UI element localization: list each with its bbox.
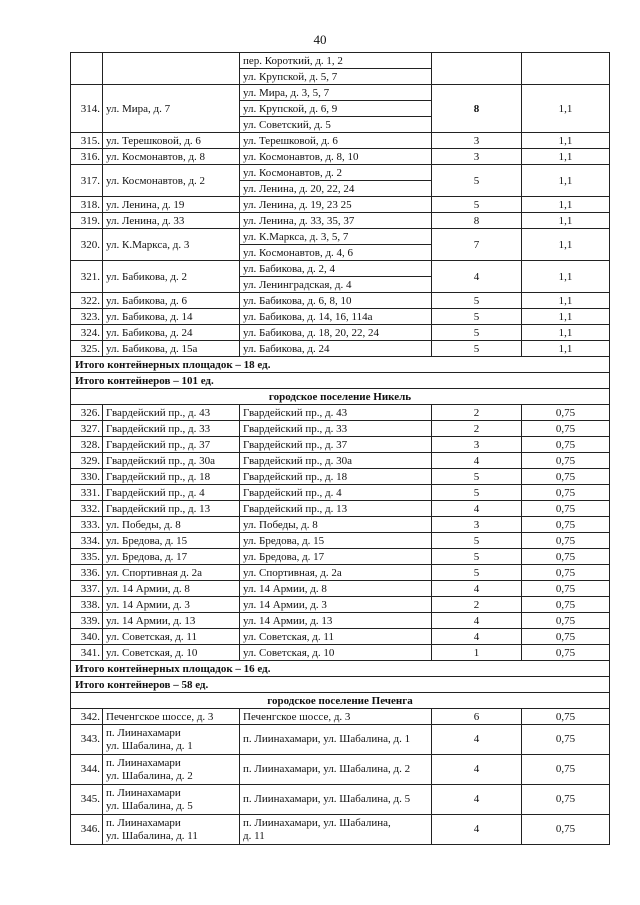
container-count: 5: [432, 565, 522, 581]
container-count: 5: [432, 485, 522, 501]
served-address: ул. Бабикова, д. 18, 20, 22, 24: [240, 325, 432, 341]
table-row: [71, 405, 610, 421]
row-number: 326.: [71, 405, 103, 421]
container-count: 3: [432, 133, 522, 149]
row-number: 340.: [71, 629, 103, 645]
container-count: 6: [432, 709, 522, 725]
container-count: 4: [432, 755, 522, 785]
site-address: [103, 53, 240, 85]
site-address: ул. Бабикова, д. 15а: [103, 341, 240, 357]
container-count: 4: [432, 613, 522, 629]
row-number: 325.: [71, 341, 103, 357]
site-address: ул. 14 Армии, д. 13: [103, 613, 240, 629]
container-count: 5: [432, 533, 522, 549]
served-address: Гвардейский пр., д. 33: [240, 421, 432, 437]
row-number: 334.: [71, 533, 103, 549]
container-volume: 1,1: [522, 197, 610, 213]
section-title: городское поселение Никель: [71, 389, 610, 405]
served-address-line: п. Лиинахамари, ул. Шабалина, д. 2: [243, 763, 411, 775]
row-number: 322.: [71, 293, 103, 309]
site-address-line: ул. Шабалина, д. 1: [106, 739, 193, 752]
site-address: ул. Бабикова, д. 6: [103, 293, 240, 309]
site-address: ул. 14 Армии, д. 8: [103, 581, 240, 597]
table-row: [71, 453, 610, 469]
summary-row: [71, 677, 610, 693]
site-address: ул. Ленина, д. 19: [103, 197, 240, 213]
table-row: [71, 325, 610, 341]
site-address: Гвардейский пр., д. 33: [103, 421, 240, 437]
container-count: 2: [432, 597, 522, 613]
row-number: 330.: [71, 469, 103, 485]
table-row: [71, 53, 610, 69]
served-address: ул. Космонавтов, д. 4, 6: [240, 245, 432, 261]
row-number: 314.: [71, 85, 103, 133]
section-title: городское поселение Печенга: [71, 693, 610, 709]
served-address: Гвардейский пр., д. 43: [240, 405, 432, 421]
row-number: 336.: [71, 565, 103, 581]
served-address: ул. Советская, д. 10: [240, 645, 432, 661]
table-row: [71, 709, 610, 725]
site-address: Гвардейский пр., д. 30а: [103, 453, 240, 469]
row-number: 346.: [71, 815, 103, 845]
container-count: 5: [432, 549, 522, 565]
page-number: 40: [313, 32, 327, 47]
container-count: 4: [432, 453, 522, 469]
served-address: ул. Мира, д. 3, 5, 7: [240, 85, 432, 101]
site-address: Гвардейский пр., д. 4: [103, 485, 240, 501]
container-count: 4: [432, 581, 522, 597]
site-address: Гвардейский пр., д. 37: [103, 437, 240, 453]
served-address: ул. К.Маркса, д. 3, 5, 7: [240, 229, 432, 245]
row-number: 331.: [71, 485, 103, 501]
container-count: 8: [432, 213, 522, 229]
table-row: [71, 597, 610, 613]
container-volume: 1,1: [522, 165, 610, 197]
site-address: [103, 755, 240, 785]
served-address: ул. Крупской, д. 6, 9: [240, 101, 432, 117]
container-volume: 0,75: [522, 517, 610, 533]
site-address: ул. Мира, д. 7: [103, 85, 240, 133]
container-count: 3: [432, 517, 522, 533]
served-address: ул. Крупской, д. 5, 7: [240, 69, 432, 85]
row-number: 338.: [71, 597, 103, 613]
container-volume: 0,75: [522, 581, 610, 597]
container-volume: 1,1: [522, 261, 610, 293]
container-count: 4: [432, 261, 522, 293]
container-count: 8: [432, 85, 522, 133]
served-address: ул. Бредова, д. 17: [240, 549, 432, 565]
served-address-line: п. Лиинахамари, ул. Шабалина, д. 5: [243, 793, 411, 805]
served-address: ул. 14 Армии, д. 3: [240, 597, 432, 613]
container-volume: 0,75: [522, 815, 610, 845]
served-address: ул. Советская, д. 11: [240, 629, 432, 645]
site-address: Печенгское шоссе, д. 3: [103, 709, 240, 725]
served-address-line: п. Лиинахамари, ул. Шабалина, д. 1: [243, 733, 411, 745]
site-address: [103, 725, 240, 755]
table-row: [71, 629, 610, 645]
table-row: [71, 755, 610, 785]
row-number: 343.: [71, 725, 103, 755]
container-volume: 1,1: [522, 325, 610, 341]
table-row: [71, 581, 610, 597]
site-address: ул. Бредова, д. 15: [103, 533, 240, 549]
container-volume: 1,1: [522, 85, 610, 133]
table-row: [71, 309, 610, 325]
site-address: ул. Космонавтов, д. 2: [103, 165, 240, 197]
site-address: ул. К.Маркса, д. 3: [103, 229, 240, 261]
container-volume: 0,75: [522, 405, 610, 421]
site-address: ул. Ленина, д. 33: [103, 213, 240, 229]
row-number: 341.: [71, 645, 103, 661]
row-number: 337.: [71, 581, 103, 597]
table-row: [71, 341, 610, 357]
site-address: ул. Бабикова, д. 14: [103, 309, 240, 325]
container-count: 5: [432, 165, 522, 197]
container-volume: 0,75: [522, 709, 610, 725]
served-address: ул. Бредова, д. 15: [240, 533, 432, 549]
table-row: [71, 165, 610, 181]
served-addresses: [240, 815, 432, 845]
served-address: ул. Космонавтов, д. 2: [240, 165, 432, 181]
container-count: 7: [432, 229, 522, 261]
row-number: 316.: [71, 149, 103, 165]
table-row: [71, 565, 610, 581]
table-row: [71, 213, 610, 229]
site-address: [103, 815, 240, 845]
container-count: 3: [432, 149, 522, 165]
served-address: ул. Ленина, д. 20, 22, 24: [240, 181, 432, 197]
container-count: 4: [432, 725, 522, 755]
container-count: 5: [432, 341, 522, 357]
container-count: [432, 53, 522, 85]
section-row: [71, 693, 610, 709]
section-row: [71, 389, 610, 405]
container-count: 2: [432, 421, 522, 437]
container-count: 4: [432, 785, 522, 815]
served-address-line: д. 11: [243, 829, 265, 842]
table-row: [71, 485, 610, 501]
site-address-line: п. Лиинахамари: [106, 756, 181, 769]
served-addresses: [240, 755, 432, 785]
row-number: 344.: [71, 755, 103, 785]
row-number: 319.: [71, 213, 103, 229]
site-address: Гвардейский пр., д. 43: [103, 405, 240, 421]
site-address: ул. Бабикова, д. 2: [103, 261, 240, 293]
served-address: Гвардейский пр., д. 18: [240, 469, 432, 485]
table-row: [71, 785, 610, 815]
container-count: 4: [432, 815, 522, 845]
site-address: ул. Бредова, д. 17: [103, 549, 240, 565]
container-volume: 0,75: [522, 469, 610, 485]
container-volume: 0,75: [522, 533, 610, 549]
container-volume: 0,75: [522, 501, 610, 517]
table-row: [71, 815, 610, 845]
served-address: ул. Бабикова, д. 24: [240, 341, 432, 357]
table-row: [71, 469, 610, 485]
site-address-line: ул. Шабалина, д. 5: [106, 799, 193, 812]
summary-row: [71, 661, 610, 677]
served-addresses: [240, 725, 432, 755]
table-row: [71, 293, 610, 309]
container-count: 5: [432, 325, 522, 341]
row-number: 328.: [71, 437, 103, 453]
served-address: ул. Бабикова, д. 2, 4: [240, 261, 432, 277]
site-address-line: ул. Шабалина, д. 2: [106, 769, 193, 782]
container-volume: 0,75: [522, 629, 610, 645]
container-count: 4: [432, 629, 522, 645]
site-address: Гвардейский пр., д. 13: [103, 501, 240, 517]
served-address: ул. Советский, д. 5: [240, 117, 432, 133]
summary-row: [71, 357, 610, 373]
site-address: ул. Советская, д. 11: [103, 629, 240, 645]
site-address-line: п. Лиинахамари: [106, 786, 181, 799]
served-address: Печенгское шоссе, д. 3: [240, 709, 432, 725]
table-row: [71, 613, 610, 629]
row-number: 333.: [71, 517, 103, 533]
container-volume: 0,75: [522, 755, 610, 785]
row-number: 318.: [71, 197, 103, 213]
row-number: 323.: [71, 309, 103, 325]
table-row: [71, 261, 610, 277]
container-volume: 0,75: [522, 453, 610, 469]
row-number: [71, 53, 103, 85]
container-volume: [522, 53, 610, 85]
container-volume: 0,75: [522, 549, 610, 565]
table-row: [71, 645, 610, 661]
site-address: Гвардейский пр., д. 18: [103, 469, 240, 485]
site-address: ул. Советская, д. 10: [103, 645, 240, 661]
served-address: Гвардейский пр., д. 37: [240, 437, 432, 453]
container-volume: 0,75: [522, 785, 610, 815]
served-address: ул. Бабикова, д. 14, 16, 114а: [240, 309, 432, 325]
row-number: 320.: [71, 229, 103, 261]
table-row: [71, 501, 610, 517]
served-address: ул. 14 Армии, д. 8: [240, 581, 432, 597]
container-volume: 1,1: [522, 149, 610, 165]
row-number: 329.: [71, 453, 103, 469]
served-address: пер. Короткий, д. 1, 2: [240, 53, 432, 69]
row-number: 327.: [71, 421, 103, 437]
container-volume: 0,75: [522, 645, 610, 661]
container-count: 5: [432, 469, 522, 485]
container-volume: 0,75: [522, 613, 610, 629]
served-address: ул. Победы, д. 8: [240, 517, 432, 533]
container-count: 5: [432, 309, 522, 325]
served-address: ул. Ленинградская, д. 4: [240, 277, 432, 293]
site-address: [103, 785, 240, 815]
row-number: 335.: [71, 549, 103, 565]
site-address: ул. Космонавтов, д. 8: [103, 149, 240, 165]
served-address: ул. Терешковой, д. 6: [240, 133, 432, 149]
table-row: [71, 517, 610, 533]
served-addresses: [240, 785, 432, 815]
table-row: [71, 85, 610, 101]
served-address: Гвардейский пр., д. 30а: [240, 453, 432, 469]
row-number: 324.: [71, 325, 103, 341]
row-number: 315.: [71, 133, 103, 149]
table-row: [71, 421, 610, 437]
site-address-line: п. Лиинахамари: [106, 726, 181, 739]
served-address: ул. Спортивная, д. 2а: [240, 565, 432, 581]
table-row: [71, 133, 610, 149]
container-volume: 0,75: [522, 421, 610, 437]
table-row: [71, 533, 610, 549]
row-number: 345.: [71, 785, 103, 815]
summary-row: [71, 373, 610, 389]
served-address: Гвардейский пр., д. 13: [240, 501, 432, 517]
container-count: 5: [432, 197, 522, 213]
served-address: ул. Ленина, д. 19, 23 25: [240, 197, 432, 213]
row-number: 342.: [71, 709, 103, 725]
summary-text: Итого контейнерных площадок – 18 ед.: [71, 357, 610, 373]
site-address: ул. 14 Армии, д. 3: [103, 597, 240, 613]
container-volume: 1,1: [522, 309, 610, 325]
site-address: ул. Терешковой, д. 6: [103, 133, 240, 149]
container-count: 3: [432, 437, 522, 453]
container-volume: 0,75: [522, 565, 610, 581]
table-row: [71, 197, 610, 213]
container-sites-table: [70, 52, 610, 845]
container-volume: 1,1: [522, 229, 610, 261]
table-row: [71, 549, 610, 565]
container-volume: 0,75: [522, 437, 610, 453]
summary-text: Итого контейнеров – 101 ед.: [71, 373, 610, 389]
served-address: ул. Космонавтов, д. 8, 10: [240, 149, 432, 165]
served-address: Гвардейский пр., д. 4: [240, 485, 432, 501]
table-row: [71, 437, 610, 453]
served-address-line: п. Лиинахамари, ул. Шабалина,: [243, 816, 391, 829]
container-count: 2: [432, 405, 522, 421]
container-count: 4: [432, 501, 522, 517]
site-address: ул. Победы, д. 8: [103, 517, 240, 533]
container-volume: 1,1: [522, 213, 610, 229]
container-volume: 1,1: [522, 133, 610, 149]
summary-text: Итого контейнерных площадок – 16 ед.: [71, 661, 610, 677]
site-address: ул. Бабикова, д. 24: [103, 325, 240, 341]
served-address: ул. 14 Армии, д. 13: [240, 613, 432, 629]
summary-text: Итого контейнеров – 58 ед.: [71, 677, 610, 693]
served-address: ул. Ленина, д. 33, 35, 37: [240, 213, 432, 229]
container-count: 1: [432, 645, 522, 661]
table-row: [71, 725, 610, 755]
container-count: 5: [432, 293, 522, 309]
site-address: ул. Спортивная д. 2а: [103, 565, 240, 581]
container-volume: 0,75: [522, 485, 610, 501]
site-address-line: п. Лиинахамари: [106, 816, 181, 829]
site-address-line: ул. Шабалина, д. 11: [106, 829, 198, 842]
row-number: 339.: [71, 613, 103, 629]
container-volume: 1,1: [522, 293, 610, 309]
row-number: 332.: [71, 501, 103, 517]
served-address: ул. Бабикова, д. 6, 8, 10: [240, 293, 432, 309]
container-volume: 0,75: [522, 725, 610, 755]
container-volume: 0,75: [522, 597, 610, 613]
table-row: [71, 149, 610, 165]
table-row: [71, 229, 610, 245]
row-number: 321.: [71, 261, 103, 293]
container-volume: 1,1: [522, 341, 610, 357]
row-number: 317.: [71, 165, 103, 197]
